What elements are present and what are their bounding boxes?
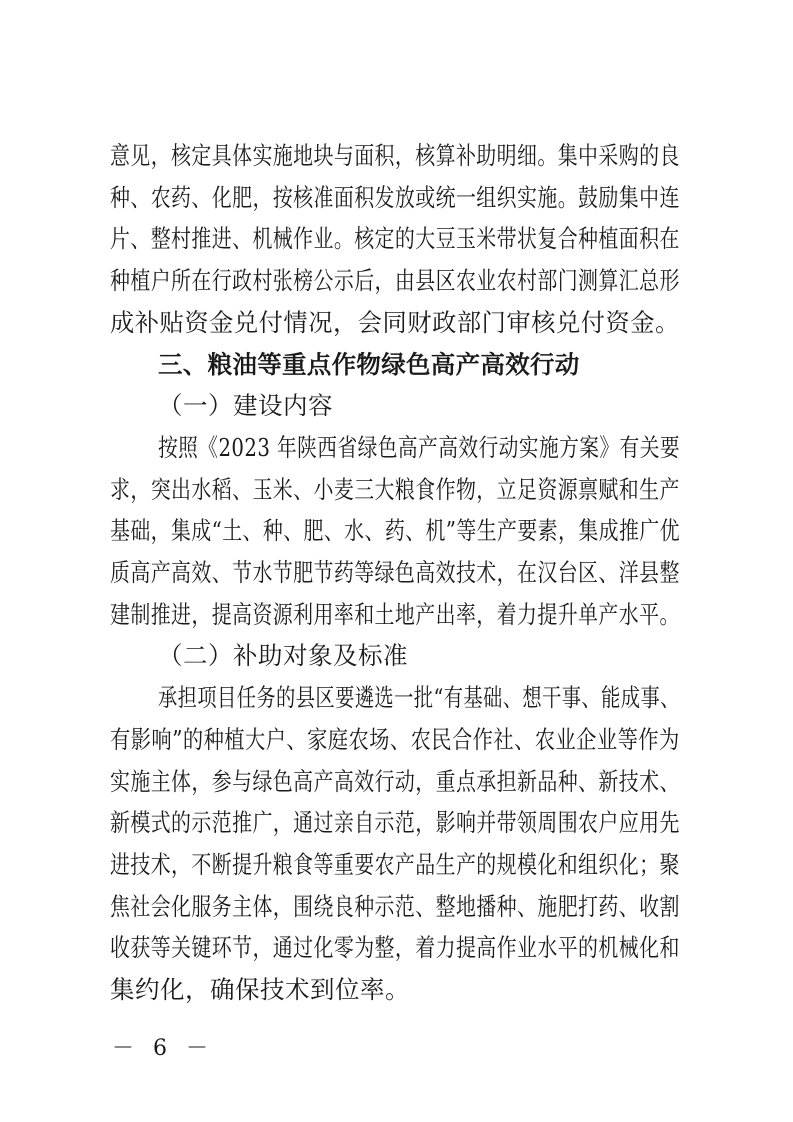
paragraph-line: 收获等关键环节，通过化零为整，着力提高作业水平的机械化和 (110, 933, 680, 962)
page-number: － 6 － (112, 1036, 214, 1061)
paragraph-line: 基础，集成“土、种、肥、水、药、机”等生产要素，集成推广优 (110, 516, 680, 545)
paragraph-line: 集约化，确保技术到位率。 (110, 975, 410, 1004)
paragraph-line: 按照《2023 年陕西省绿色高产高效行动实施方案》有关要 (158, 433, 680, 462)
paragraph-line: 求，突出水稻、玉米、小麦三大粮食作物，立足资源禀赋和生产 (110, 475, 680, 504)
paragraph-line: 新模式的示范推广，通过亲自示范，影响并带领周围农户应用先 (110, 808, 680, 837)
paragraph-line: 成补贴资金兑付情况，会同财政部门审核兑付资金。 (110, 308, 680, 337)
paragraph-line: 意见，核定具体实施地块与面积，核算补助明细。集中采购的良 (110, 141, 680, 170)
paragraph-line: 片、整村推进、机械作业。核定的大豆玉米带状复合种植面积在 (110, 224, 680, 253)
paragraph-line: 进技术，不断提升粮食等重要农产品生产的规模化和组织化；聚 (110, 850, 680, 879)
paragraph-line: 承担项目任务的县区要遴选一批“有基础、想干事、能成事、 (158, 683, 680, 712)
paragraph-line: 有影响”的种植大户、家庭农场、农民合作社、农业企业等作为 (110, 725, 680, 754)
section-heading: 三、粮油等重点作物绿色高产高效行动 (158, 350, 580, 379)
paragraph-line: 种植户所在行政村张榜公示后，由县区农业农村部门测算汇总形 (110, 266, 680, 295)
paragraph-line: 质高产高效、节水节肥节药等绿色高效技术，在汉台区、洋县整 (110, 558, 680, 587)
subsection-heading: （二）补助对象及标准 (158, 641, 408, 670)
paragraph-line: 焦社会化服务主体，围绕良种示范、整地播种、施肥打药、收割 (110, 892, 680, 921)
paragraph-line: 种、农药、化肥，按核准面积发放或统一组织实施。鼓励集中连 (110, 183, 680, 212)
subsection-heading: （一）建设内容 (158, 391, 333, 420)
paragraph-line: 实施主体，参与绿色高产高效行动，重点承担新品种、新技术、 (110, 767, 680, 796)
paragraph-line: 建制推进，提高资源利用率和土地产出率，着力提升单产水平。 (110, 600, 680, 629)
